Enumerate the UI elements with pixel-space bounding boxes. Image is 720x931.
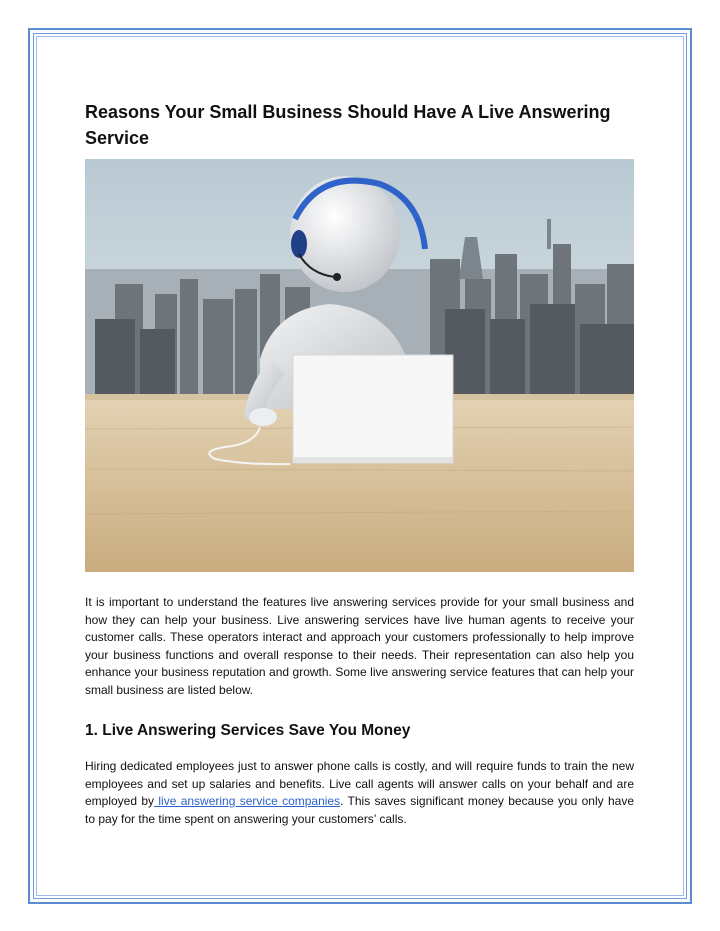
live-answering-link[interactable]: live answering service companies	[154, 794, 341, 808]
section-text-end: . This saves significant money because you only have to pay for the time spent on answering your customers’ calls.	[85, 794, 634, 826]
section-paragraph	[85, 758, 634, 828]
intro-paragraph: It is important to understand the features live answering services provide for your small business and how they can help your business. Live answering services have live human agents to receive your customer calls. These operators interact and approach your customers professionally to help improve your business functions and overall response to their needs. Their representation can also help you enhance your business reputation and growth. Some live answering service features that can help your small business are listed below.	[85, 595, 634, 697]
section-heading: 1. Live Answering Services Save You Money	[85, 722, 411, 739]
hero-image	[85, 159, 634, 572]
section-text-start: Hiring dedicated employees just to answer phone calls is costly, and will require funds to train the new employees and set up salaries and benefits. Live call agents will answer calls on your behalf and are employed by	[85, 759, 634, 808]
article	[85, 99, 634, 828]
article-title: Reasons Your Small Business Should Have A Live Answering Service	[85, 102, 611, 148]
